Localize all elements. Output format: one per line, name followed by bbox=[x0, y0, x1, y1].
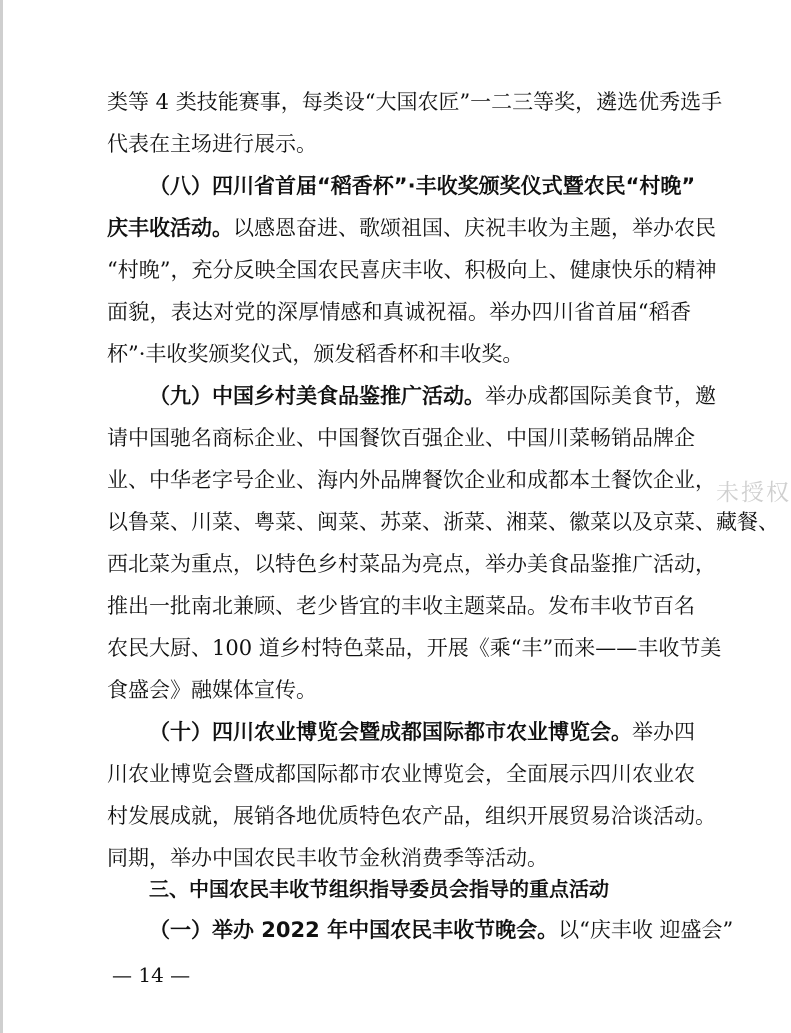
paragraph-line bbox=[107, 254, 717, 286]
paragraph-line bbox=[149, 380, 716, 412]
section-title: （十）四川农业博览会暨成都国际都市农业博览会。 bbox=[149, 720, 632, 744]
paragraph-line bbox=[149, 716, 695, 748]
paragraph-line bbox=[107, 128, 691, 160]
line-text: 举办四 bbox=[632, 720, 695, 744]
page-left-edge bbox=[0, 0, 3, 1033]
paragraph-line bbox=[107, 296, 691, 328]
line-text: 西北菜为重点，以特色乡村菜品为亮点，举办美食品鉴推广活动， bbox=[107, 552, 716, 576]
paragraph-line bbox=[107, 506, 779, 538]
paragraph-line bbox=[107, 548, 716, 580]
line-text: 类等 4 类技能赛事，每类设“大国农匠”一二三等奖，遴选优秀选手 bbox=[107, 90, 723, 114]
paragraph-line bbox=[107, 86, 723, 118]
line-text: 推出一批南北兼顾、老少皆宜的丰收主题菜品。发布丰收节百名 bbox=[107, 594, 695, 618]
paragraph-line bbox=[107, 212, 716, 244]
paragraph-line bbox=[149, 914, 734, 946]
paragraph-line bbox=[107, 590, 695, 622]
paragraph-line bbox=[107, 842, 691, 874]
paragraph-line bbox=[107, 338, 691, 370]
page-number: — 14 — bbox=[112, 963, 191, 987]
line-text: 面貌，表达对党的深厚情感和真诚祝福。举办四川省首届“稻香 bbox=[107, 300, 691, 324]
line-text: 请中国驰名商标企业、中国餐饮百强企业、中国川菜畅销品牌企 bbox=[107, 426, 695, 450]
line-text: 以鲁菜、川菜、粤菜、闽菜、苏菜、浙菜、湘菜、徽菜以及京菜、藏餐、 bbox=[107, 510, 779, 534]
watermark-text: 未授权 bbox=[716, 480, 791, 506]
section-title: （九）中国乡村美食品鉴推广活动。 bbox=[149, 384, 485, 408]
line-text: 同期，举办中国农民丰收节金秋消费季等活动。 bbox=[107, 846, 548, 870]
paragraph-line bbox=[107, 422, 695, 454]
paragraph-line bbox=[107, 674, 691, 706]
paragraph-line bbox=[107, 464, 716, 496]
line-text: 杯”·丰收奖颁奖仪式，颁发稻香杯和丰收奖。 bbox=[107, 342, 524, 366]
paragraph-line bbox=[107, 632, 722, 664]
line-text: 代表在主场进行展示。 bbox=[107, 132, 317, 156]
line-text: 举办成都国际美食节，邀 bbox=[485, 384, 716, 408]
section-title: （一）举办 2022 年中国农民丰收节晚会。 bbox=[149, 918, 559, 942]
line-text: 食盛会》融媒体宣传。 bbox=[107, 678, 317, 702]
line-text: 农民大厨、100 道乡村特色菜品，开展《乘“丰”而来——丰收节美 bbox=[107, 636, 722, 660]
paragraph-line bbox=[107, 758, 695, 790]
section-heading: 三、中国农民丰收节组织指导委员会指导的重点活动 bbox=[149, 877, 609, 901]
paragraph-line bbox=[107, 800, 716, 832]
line-text: 业、中华老字号企业、海内外品牌餐饮企业和成都本土餐饮企业， bbox=[107, 468, 716, 492]
section-title-line bbox=[149, 170, 696, 202]
section-title: （八）四川省首届“稻香杯”·丰收奖颁奖仪式暨农民“村晚” bbox=[149, 174, 696, 198]
line-text: 川农业博览会暨成都国际都市农业博览会，全面展示四川农业农 bbox=[107, 762, 695, 786]
line-text: 以感恩奋进、歌颂祖国、庆祝丰收为主题，举办农民 bbox=[233, 216, 716, 240]
line-text: 以“庆丰收 迎盛会” bbox=[558, 918, 734, 942]
line-text: 村发展成就，展销各地优质特色农产品，组织开展贸易洽谈活动。 bbox=[107, 804, 716, 828]
line-text: “村晚”，充分反映全国农民喜庆丰收、积极向上、健康快乐的精神 bbox=[107, 258, 717, 282]
section-title: 庆丰收活动。 bbox=[107, 216, 233, 240]
